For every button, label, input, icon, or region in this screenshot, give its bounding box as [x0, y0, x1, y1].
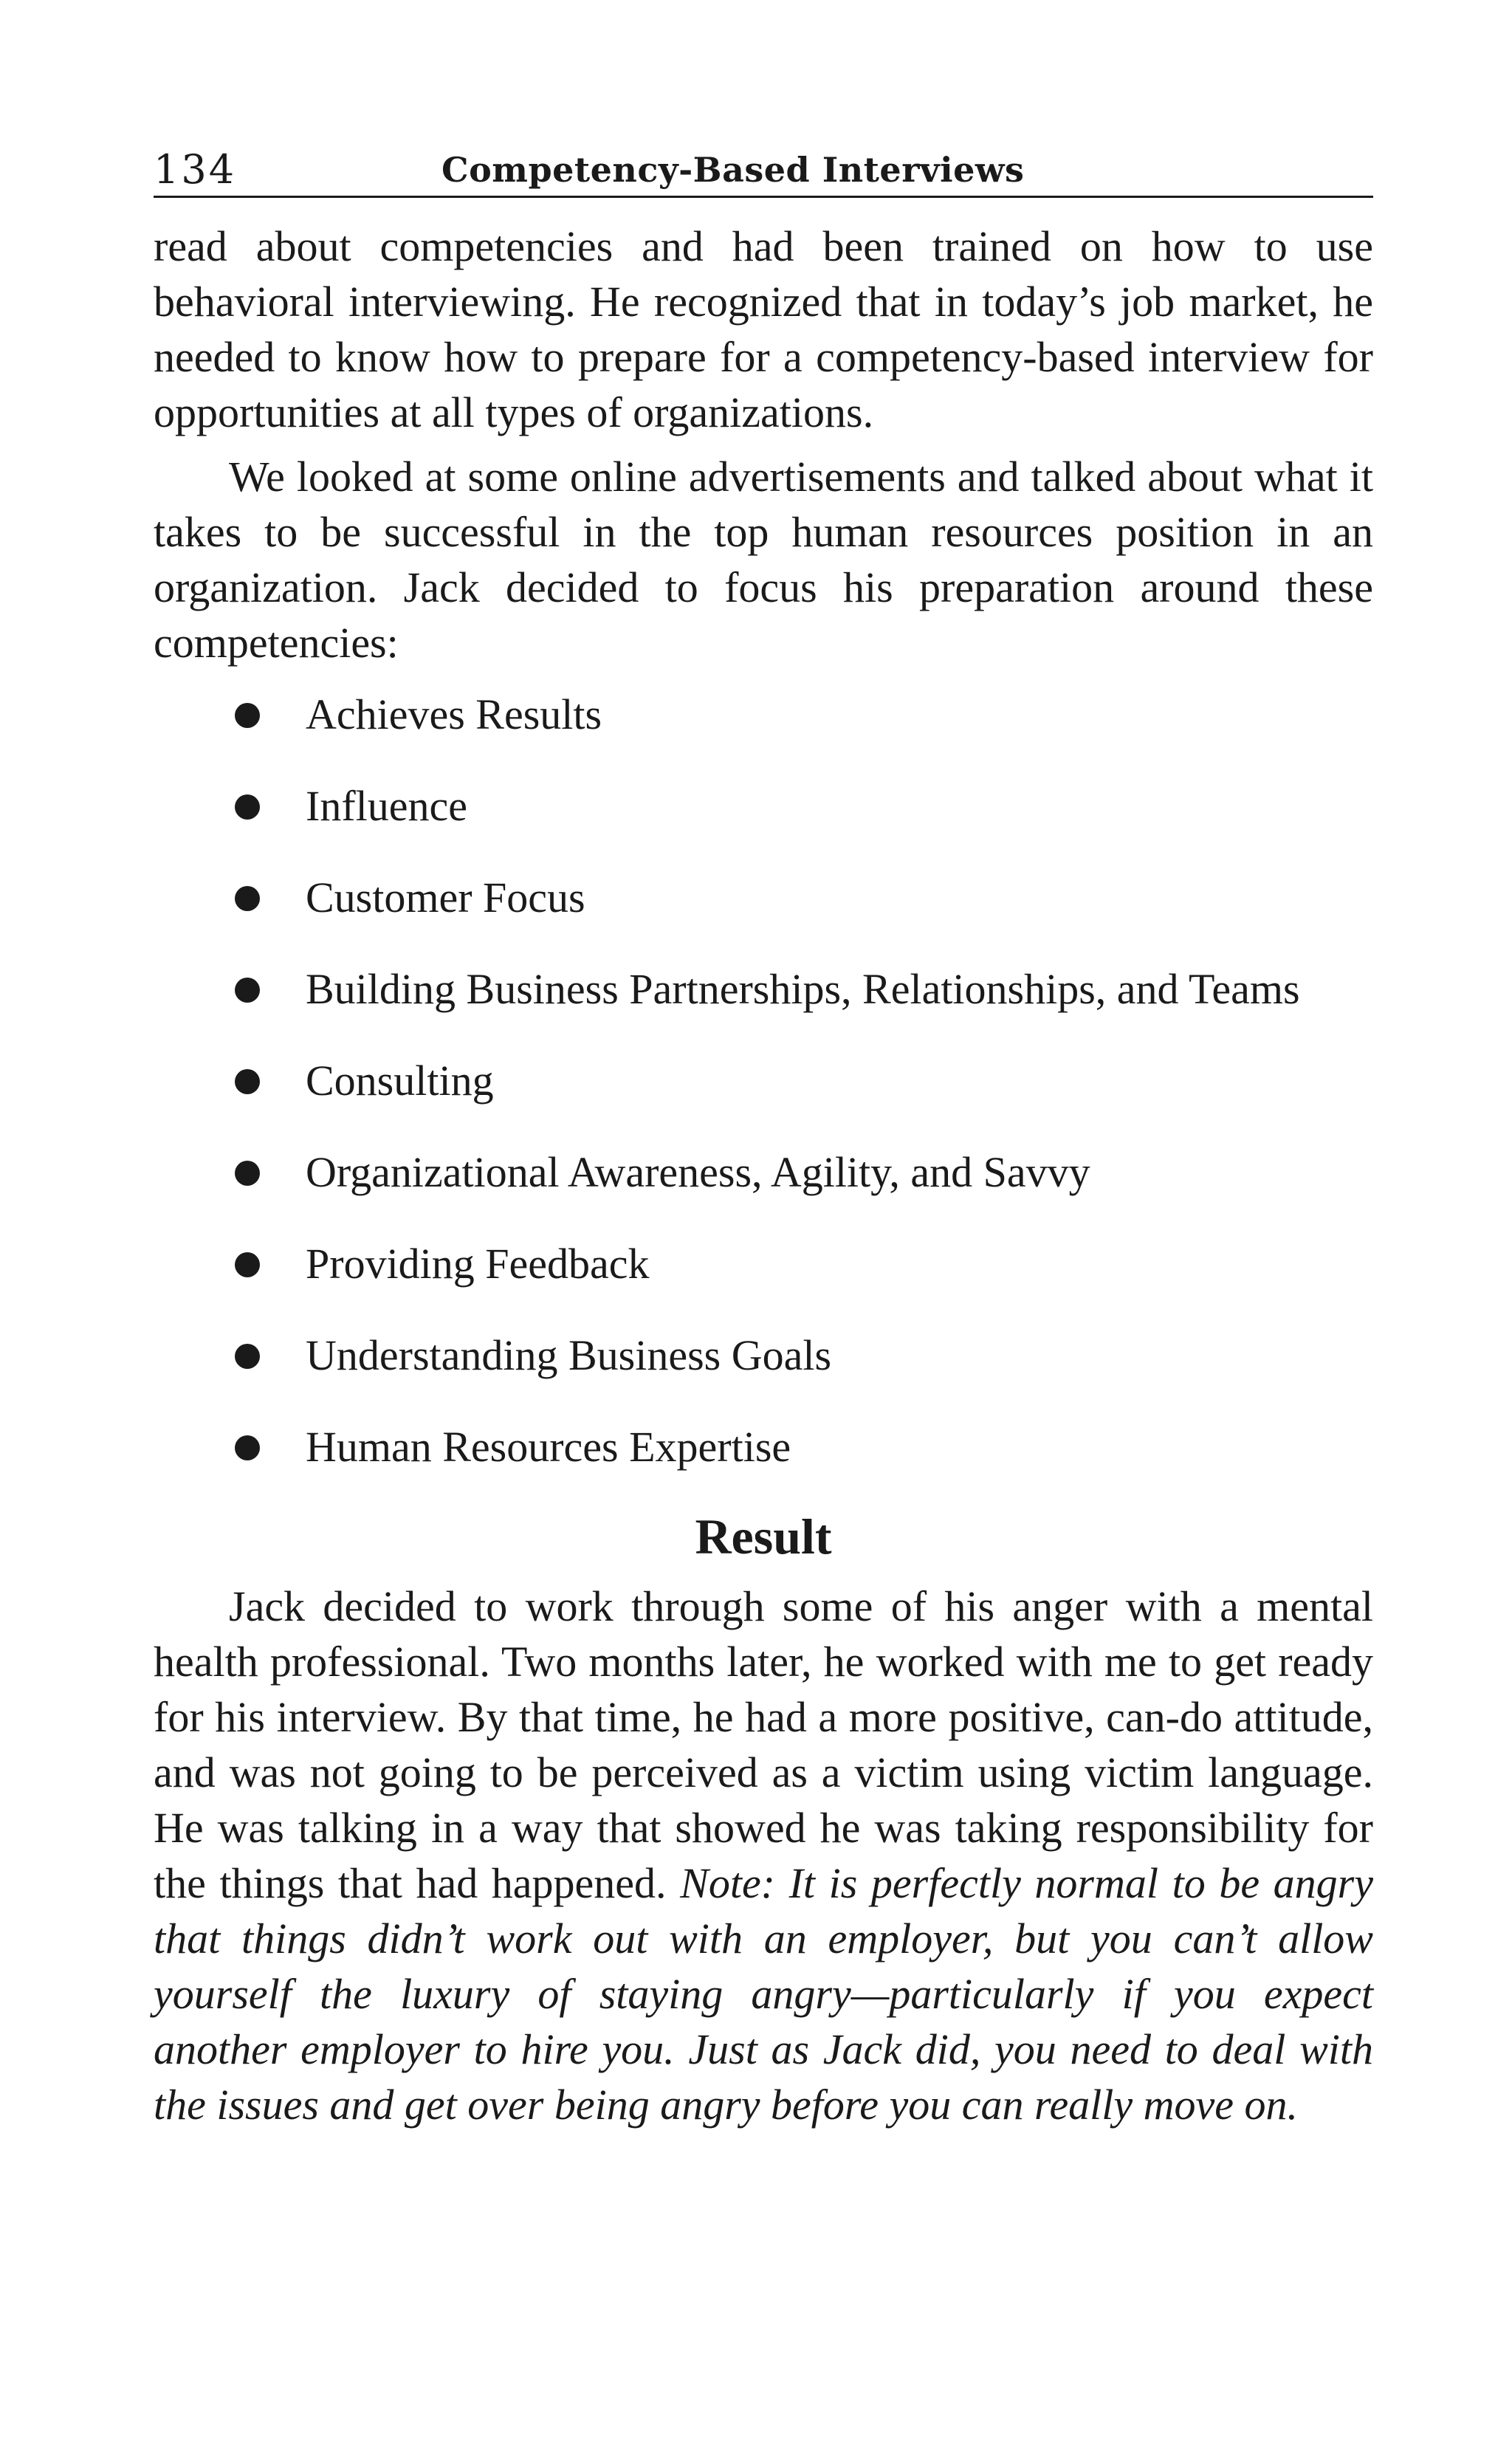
section-heading-result: Result	[695, 1508, 832, 1565]
competency-label: Organizational Awareness, Agility, and Savvy	[306, 1148, 1090, 1196]
list-item	[154, 778, 1373, 870]
competency-label: Customer Focus	[306, 873, 585, 921]
list-item	[154, 687, 1373, 778]
bullet-icon	[235, 794, 260, 820]
bullet-icon	[235, 1069, 260, 1094]
bullet-icon	[235, 1435, 260, 1460]
competency-label: Achieves Results	[306, 690, 602, 738]
book-title: Competency-Based Interviews	[441, 150, 1025, 190]
paragraph-result	[154, 1579, 1373, 2132]
list-item	[154, 1144, 1373, 1236]
book-page	[154, 144, 1373, 2132]
paragraph-preparation: We looked at some online advertisements and talked about what it takes to be successful in the top human resources position in an organization. Jack decided to focus his preparation around these competencies:	[154, 453, 1373, 667]
running-head	[154, 144, 1373, 198]
competency-label: Building Business Partnerships, Relationships, and Teams	[306, 965, 1300, 1013]
competency-label: Human Resources Expertise	[306, 1423, 791, 1471]
list-item	[154, 1419, 1373, 1511]
page-number: 134	[154, 146, 237, 193]
bullet-icon	[235, 886, 260, 911]
list-item	[154, 1053, 1373, 1144]
competency-label: Influence	[306, 782, 467, 830]
list-item	[154, 1328, 1373, 1419]
bullet-icon	[235, 1252, 260, 1277]
competency-list	[154, 687, 1373, 1511]
bullet-icon	[235, 1161, 260, 1186]
competency-label: Understanding Business Goals	[306, 1331, 832, 1379]
bullet-icon	[235, 1344, 260, 1369]
list-item	[154, 961, 1373, 1053]
result-note: Note: It is perfectly normal to be angry that things didn’t work out with an employer, but you can’t allow yourself the luxury of staying angry—particularly if you expect another employer to hire you. Just as Jack did, you need to deal with the issues and get over being angry before you can really move on.	[154, 1859, 1373, 2129]
competency-label: Providing Feedback	[306, 1240, 650, 1288]
result-text: Jack decided to work through some of his anger with a mental health professional. Two months later, he worked with me to get ready for his interview. By that time, he had a more positive, can-do attitude, and was not going to be perceived as a victim using victim language. He was talking in a way that showed he was taking responsibility for the things that had happened.	[154, 1582, 1373, 1907]
bullet-icon	[235, 703, 260, 728]
list-item	[154, 870, 1373, 961]
bullet-icon	[235, 978, 260, 1003]
list-item	[154, 1236, 1373, 1328]
paragraph-intro-continued: read about competencies and had been trained on how to use behavioral interviewing. He recognized that in today’s job market, he needed to know how to prepare for a competency-based interview for opportunities at all types of organizations.	[154, 222, 1373, 436]
competency-label: Consulting	[306, 1057, 494, 1105]
